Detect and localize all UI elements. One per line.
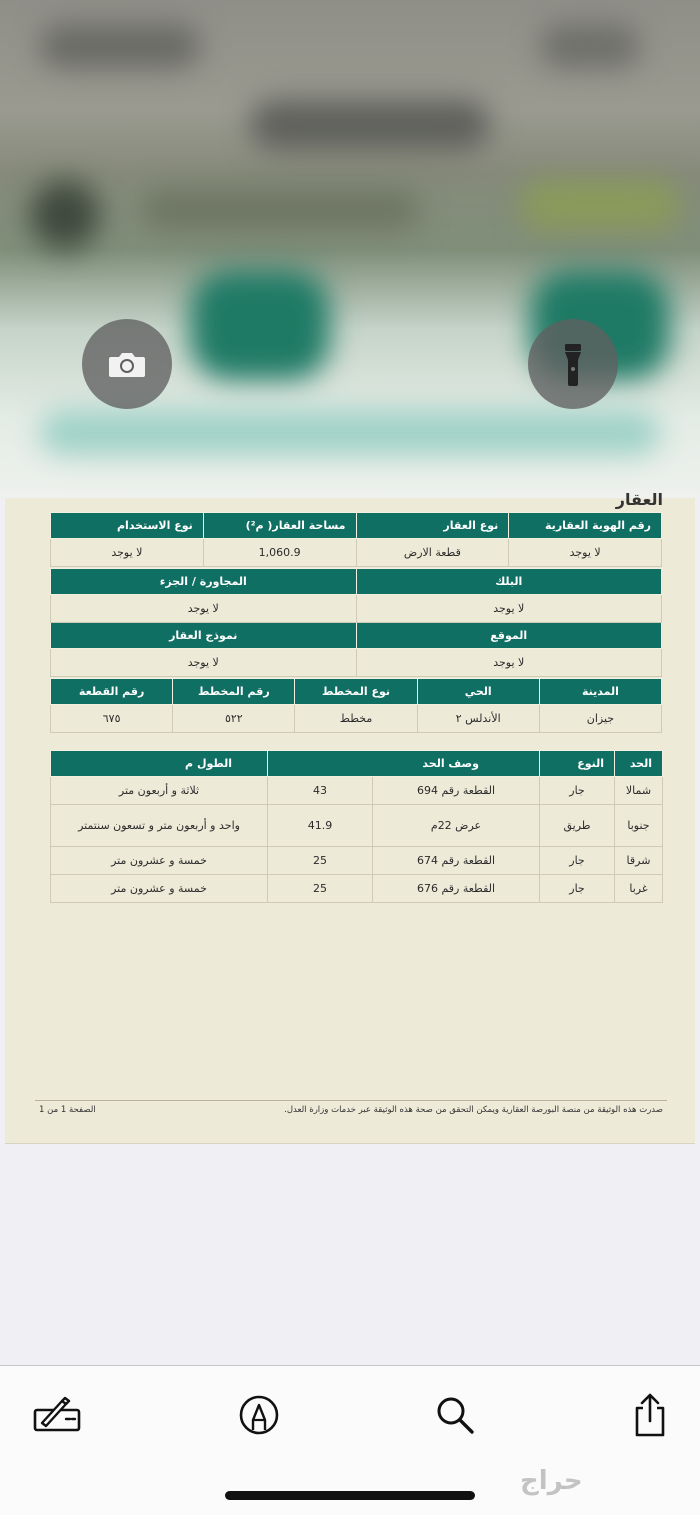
table-header-row bbox=[51, 679, 662, 705]
table-cell: 41.9 bbox=[268, 805, 373, 847]
table-header: رقم المخطط bbox=[173, 679, 295, 705]
home-indicator[interactable] bbox=[225, 1491, 475, 1500]
table-header: الحي bbox=[417, 679, 539, 705]
blurred-shape bbox=[250, 100, 490, 150]
table-cell: 25 bbox=[268, 875, 373, 903]
camera-icon bbox=[107, 349, 147, 379]
table-header: رقم القطعة bbox=[51, 679, 173, 705]
footer-divider bbox=[35, 1100, 667, 1101]
table-cell: جار bbox=[540, 875, 615, 903]
table-cell: لا يوجد bbox=[509, 539, 662, 567]
page-number: الصفحة 1 من 1 bbox=[39, 1105, 96, 1115]
table-header-row bbox=[51, 513, 662, 539]
blurred-shape bbox=[40, 24, 200, 68]
table-cell: جنوبا bbox=[615, 805, 663, 847]
table-header: المدينة bbox=[539, 679, 661, 705]
property-table bbox=[50, 512, 662, 567]
table-cell: لا يوجد bbox=[356, 649, 662, 677]
footer-note: صدرت هذه الوثيقة من منصة البورصة العقارية ويمكن التحقق من صحة هذه الوثيقة عبر خدمات وزارة العدل. bbox=[284, 1105, 663, 1115]
table-header: الحد bbox=[615, 751, 663, 777]
pen-icon bbox=[238, 1394, 280, 1436]
table-header-row bbox=[51, 751, 663, 777]
table-cell: 25 bbox=[268, 847, 373, 875]
table-cell: لا يوجد bbox=[51, 595, 357, 623]
table-cell: شرقا bbox=[615, 847, 663, 875]
table-cell: لا يوجد bbox=[51, 539, 204, 567]
location-table bbox=[50, 678, 662, 733]
watermark: حراج bbox=[520, 1466, 583, 1496]
block-table bbox=[50, 568, 662, 677]
table-header: وصف الحد bbox=[268, 751, 540, 777]
camera-button[interactable] bbox=[82, 319, 172, 409]
markup-button[interactable] bbox=[31, 1392, 83, 1438]
table-header: نوع المخطط bbox=[295, 679, 417, 705]
table-cell: ٦٧٥ bbox=[51, 705, 173, 733]
flashlight-button[interactable] bbox=[528, 319, 618, 409]
table-row bbox=[51, 875, 663, 903]
table-row bbox=[51, 539, 662, 567]
table-header-row bbox=[51, 569, 662, 595]
table-header: الموقع bbox=[356, 623, 662, 649]
table-cell: 1,060.9 bbox=[203, 539, 356, 567]
table-row bbox=[51, 595, 662, 623]
blurred-shape bbox=[540, 24, 640, 68]
table-header: الطول م bbox=[51, 751, 268, 777]
table-row bbox=[51, 705, 662, 733]
table-row bbox=[51, 847, 663, 875]
table-header: رقم الهوية العقارية bbox=[509, 513, 662, 539]
table-cell: جيزان bbox=[539, 705, 661, 733]
blurred-shape bbox=[30, 180, 100, 250]
blurred-shape bbox=[40, 410, 660, 455]
table-cell: قطعة الارض bbox=[356, 539, 509, 567]
share-button[interactable] bbox=[624, 1392, 676, 1438]
table-header: مساحة العقار( م²) bbox=[203, 513, 356, 539]
table-cell: واحد و أربعون متر و تسعون سنتمتر bbox=[51, 805, 268, 847]
table-cell: خمسة و عشرون متر bbox=[51, 847, 268, 875]
flashlight-icon bbox=[563, 342, 583, 386]
table-cell: خمسة و عشرون متر bbox=[51, 875, 268, 903]
table-cell: القطعة رقم 674 bbox=[373, 847, 540, 875]
markup-icon bbox=[32, 1395, 82, 1435]
table-cell: القطعة رقم 694 bbox=[373, 777, 540, 805]
search-icon bbox=[434, 1394, 476, 1436]
table-cell: جار bbox=[540, 777, 615, 805]
table-header: البلك bbox=[356, 569, 662, 595]
document-page bbox=[5, 490, 695, 1144]
table-cell: لا يوجد bbox=[356, 595, 662, 623]
blurred-app-overlay bbox=[0, 0, 700, 498]
search-button[interactable] bbox=[429, 1392, 481, 1438]
table-cell: ٥٢٢ bbox=[173, 705, 295, 733]
blurred-shape bbox=[140, 190, 420, 230]
table-cell: جار bbox=[540, 847, 615, 875]
table-cell: 43 bbox=[268, 777, 373, 805]
table-cell: ثلاثة و أربعون متر bbox=[51, 777, 268, 805]
table-row bbox=[51, 777, 663, 805]
boundaries-table bbox=[50, 750, 663, 903]
table-cell: عرض 22م bbox=[373, 805, 540, 847]
table-cell: الأندلس ٢ bbox=[417, 705, 539, 733]
table-cell: طريق bbox=[540, 805, 615, 847]
table-header: نموذج العقار bbox=[51, 623, 357, 649]
table-cell: القطعة رقم 676 bbox=[373, 875, 540, 903]
table-row bbox=[51, 805, 663, 847]
table-cell: شمالا bbox=[615, 777, 663, 805]
table-cell: غربا bbox=[615, 875, 663, 903]
blurred-shape bbox=[190, 270, 330, 380]
table-header: نوع العقار bbox=[356, 513, 509, 539]
blurred-shape bbox=[520, 180, 680, 230]
table-cell: لا يوجد bbox=[51, 649, 357, 677]
table-header: المجاورة / الجزء bbox=[51, 569, 357, 595]
table-header-row bbox=[51, 623, 662, 649]
section-heading: العقار bbox=[615, 490, 663, 509]
share-icon bbox=[632, 1392, 668, 1438]
table-header: نوع الاستخدام bbox=[51, 513, 204, 539]
pen-button[interactable] bbox=[233, 1392, 285, 1438]
table-cell: مخطط bbox=[295, 705, 417, 733]
table-row bbox=[51, 649, 662, 677]
table-header: النوع bbox=[540, 751, 615, 777]
